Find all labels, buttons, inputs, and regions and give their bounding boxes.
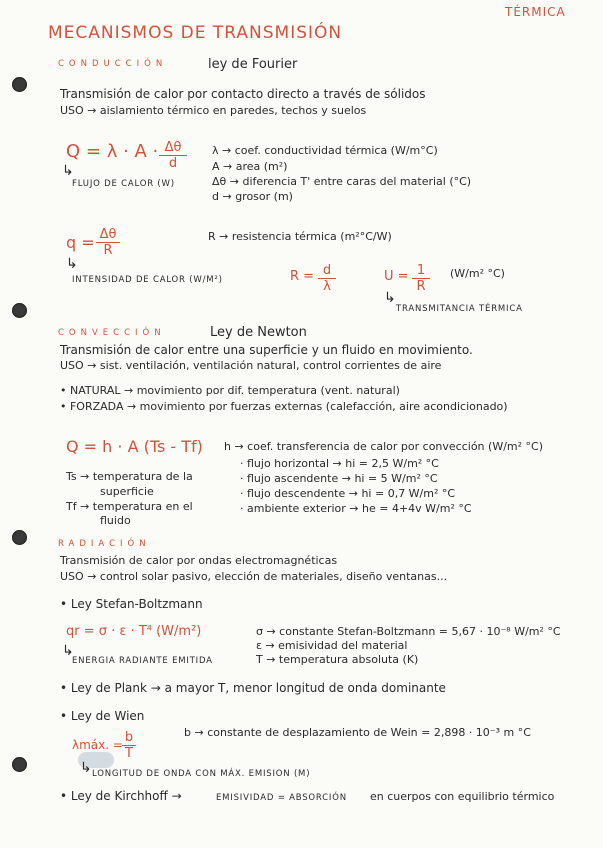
resistencia-formula: R =	[290, 269, 315, 284]
conduccion-law: ley de Fourier	[208, 57, 298, 72]
fraction-numerator: b	[124, 730, 134, 745]
conduccion-uso: USO → aislamiento térmico en paredes, techos y suelos	[60, 104, 367, 117]
conduccion-heading: CONDUCCIÓN	[58, 59, 168, 69]
transmitancia-fraction	[412, 264, 430, 293]
bullet-forzada: • FORZADA → movimiento por fuerzas externas (calefacción, aire acondicionado)	[60, 400, 508, 413]
intensidad-formula: q =	[66, 233, 95, 252]
conduccion-definition: Transmisión de calor por contacto directo a través de sólidos	[60, 87, 426, 101]
def-delta-theta: Δθ → diferencia T' entre caras del material (°C)	[212, 175, 472, 188]
def-tf-cont: fluido	[100, 514, 131, 527]
conveccion-definition: Transmisión de calor entre una superficie y un fluido en movimiento.	[60, 343, 473, 357]
arrow-hook-icon: ↳	[62, 643, 74, 659]
arrow-hook-icon: ↳	[384, 290, 396, 306]
transmitancia-label: TRANSMITANCIA TÉRMICA	[396, 304, 523, 314]
fraction-denominator: R	[103, 243, 113, 258]
def-sigma: σ → constante Stefan-Boltzmann = 5,67 · 10⁻⁸ W/m² °C	[256, 625, 561, 638]
arrow-hook-icon: ↳	[66, 256, 78, 272]
arrow-hook-icon: ↳	[80, 760, 92, 776]
def-temperatura: T → temperatura absoluta (K)	[256, 653, 419, 666]
ley-kirchhoff: • Ley de Kirchhoff →	[60, 789, 182, 803]
fourier-fraction	[159, 141, 187, 170]
kirchhoff-equality: EMISIVIDAD = ABSORCIÓN	[216, 793, 347, 803]
fraction-denominator: R	[416, 279, 426, 294]
arrow-hook-icon: ↳	[62, 163, 74, 179]
wien-formula: λmáx. =	[72, 738, 123, 752]
h-horizontal: · flujo horizontal → hi = 2,5 W/m² °C	[240, 457, 439, 470]
fraction-numerator: 1	[416, 263, 426, 278]
intensidad-fraction	[96, 228, 120, 257]
energia-label: ENERGIA RADIANTE EMITIDA	[72, 656, 213, 666]
binder-hole	[12, 757, 27, 772]
kirchhoff-condition: en cuerpos con equilibrio térmico	[370, 790, 555, 803]
flujo-label: FLUJO DE CALOR (W)	[72, 179, 175, 189]
wien-fraction	[122, 731, 136, 760]
binder-hole	[12, 303, 27, 318]
longitud-onda-label: LONGITUD DE ONDA CON MÁX. EMISION (M)	[92, 769, 311, 779]
def-b: b → constante de desplazamiento de Wein = 2,898 · 10⁻³ m °C	[184, 726, 531, 739]
def-epsilon: ε → emisividad del material	[256, 639, 408, 652]
fraction-denominator: λ	[323, 279, 331, 294]
conveccion-law: Ley de Newton	[210, 325, 307, 340]
stefan-formula: qr = σ · ε · T⁴ (W/m²)	[66, 624, 202, 639]
ley-plank: • Ley de Plank → a mayor T, menor longitud de onda dominante	[60, 681, 446, 695]
transmitancia-formula: U =	[384, 269, 409, 284]
ley-wien: • Ley de Wien	[60, 709, 145, 723]
def-area: A → area (m²)	[212, 160, 288, 173]
def-ts-cont: superficie	[100, 485, 154, 498]
conveccion-uso: USO → sist. ventilación, ventilación natural, control corrientes de aire	[60, 359, 442, 372]
fraction-numerator: d	[322, 263, 332, 278]
fraction-denominator: T	[125, 746, 133, 761]
subject-tag: TÉRMICA	[505, 5, 566, 19]
binder-hole	[12, 77, 27, 92]
resistencia-fraction	[318, 264, 336, 293]
bullet-natural: • NATURAL → movimiento por dif. temperatura (vent. natural)	[60, 384, 400, 397]
fraction-denominator: d	[168, 156, 178, 171]
def-ts: Ts → temperatura de la	[66, 470, 193, 483]
def-resistencia: R → resistencia térmica (m²°C/W)	[208, 230, 392, 243]
def-tf: Tf → temperatura en el	[66, 500, 193, 513]
intensidad-label: INTENSIDAD DE CALOR (W/M²)	[72, 275, 223, 285]
conveccion-heading: CONVECCIÓN	[58, 328, 166, 338]
h-descendente: · flujo descendente → hi = 0,7 W/m² °C	[240, 487, 456, 500]
h-exterior: · ambiente exterior → he = 4+4v W/m² °C	[240, 502, 472, 515]
def-lambda: λ → coef. conductividad térmica (W/m°C)	[212, 144, 438, 157]
page-title: MECANISMOS DE TRANSMISIÓN	[48, 23, 343, 43]
radiacion-uso: USO → control solar pasivo, elección de materiales, diseño ventanas...	[60, 570, 448, 583]
fourier-formula: Q = λ · A ·	[66, 141, 159, 162]
binder-hole	[12, 530, 27, 545]
newton-formula: Q = h · A (Ts - Tf)	[66, 437, 203, 456]
def-grosor: d → grosor (m)	[212, 190, 293, 203]
ley-stefan: • Ley Stefan-Boltzmann	[60, 597, 203, 611]
fraction-numerator: Δθ	[164, 140, 182, 155]
fraction-numerator: Δθ	[99, 227, 117, 242]
h-ascendente: · flujo ascendente → hi = 5 W/m² °C	[240, 472, 438, 485]
radiacion-definition: Transmisión de calor por ondas electromagnéticas	[60, 554, 338, 567]
radiacion-heading: RADIACIÓN	[58, 539, 151, 549]
def-h: h → coef. transferencia de calor por convección (W/m² °C)	[224, 440, 543, 453]
transmitancia-units: (W/m² °C)	[450, 267, 505, 280]
